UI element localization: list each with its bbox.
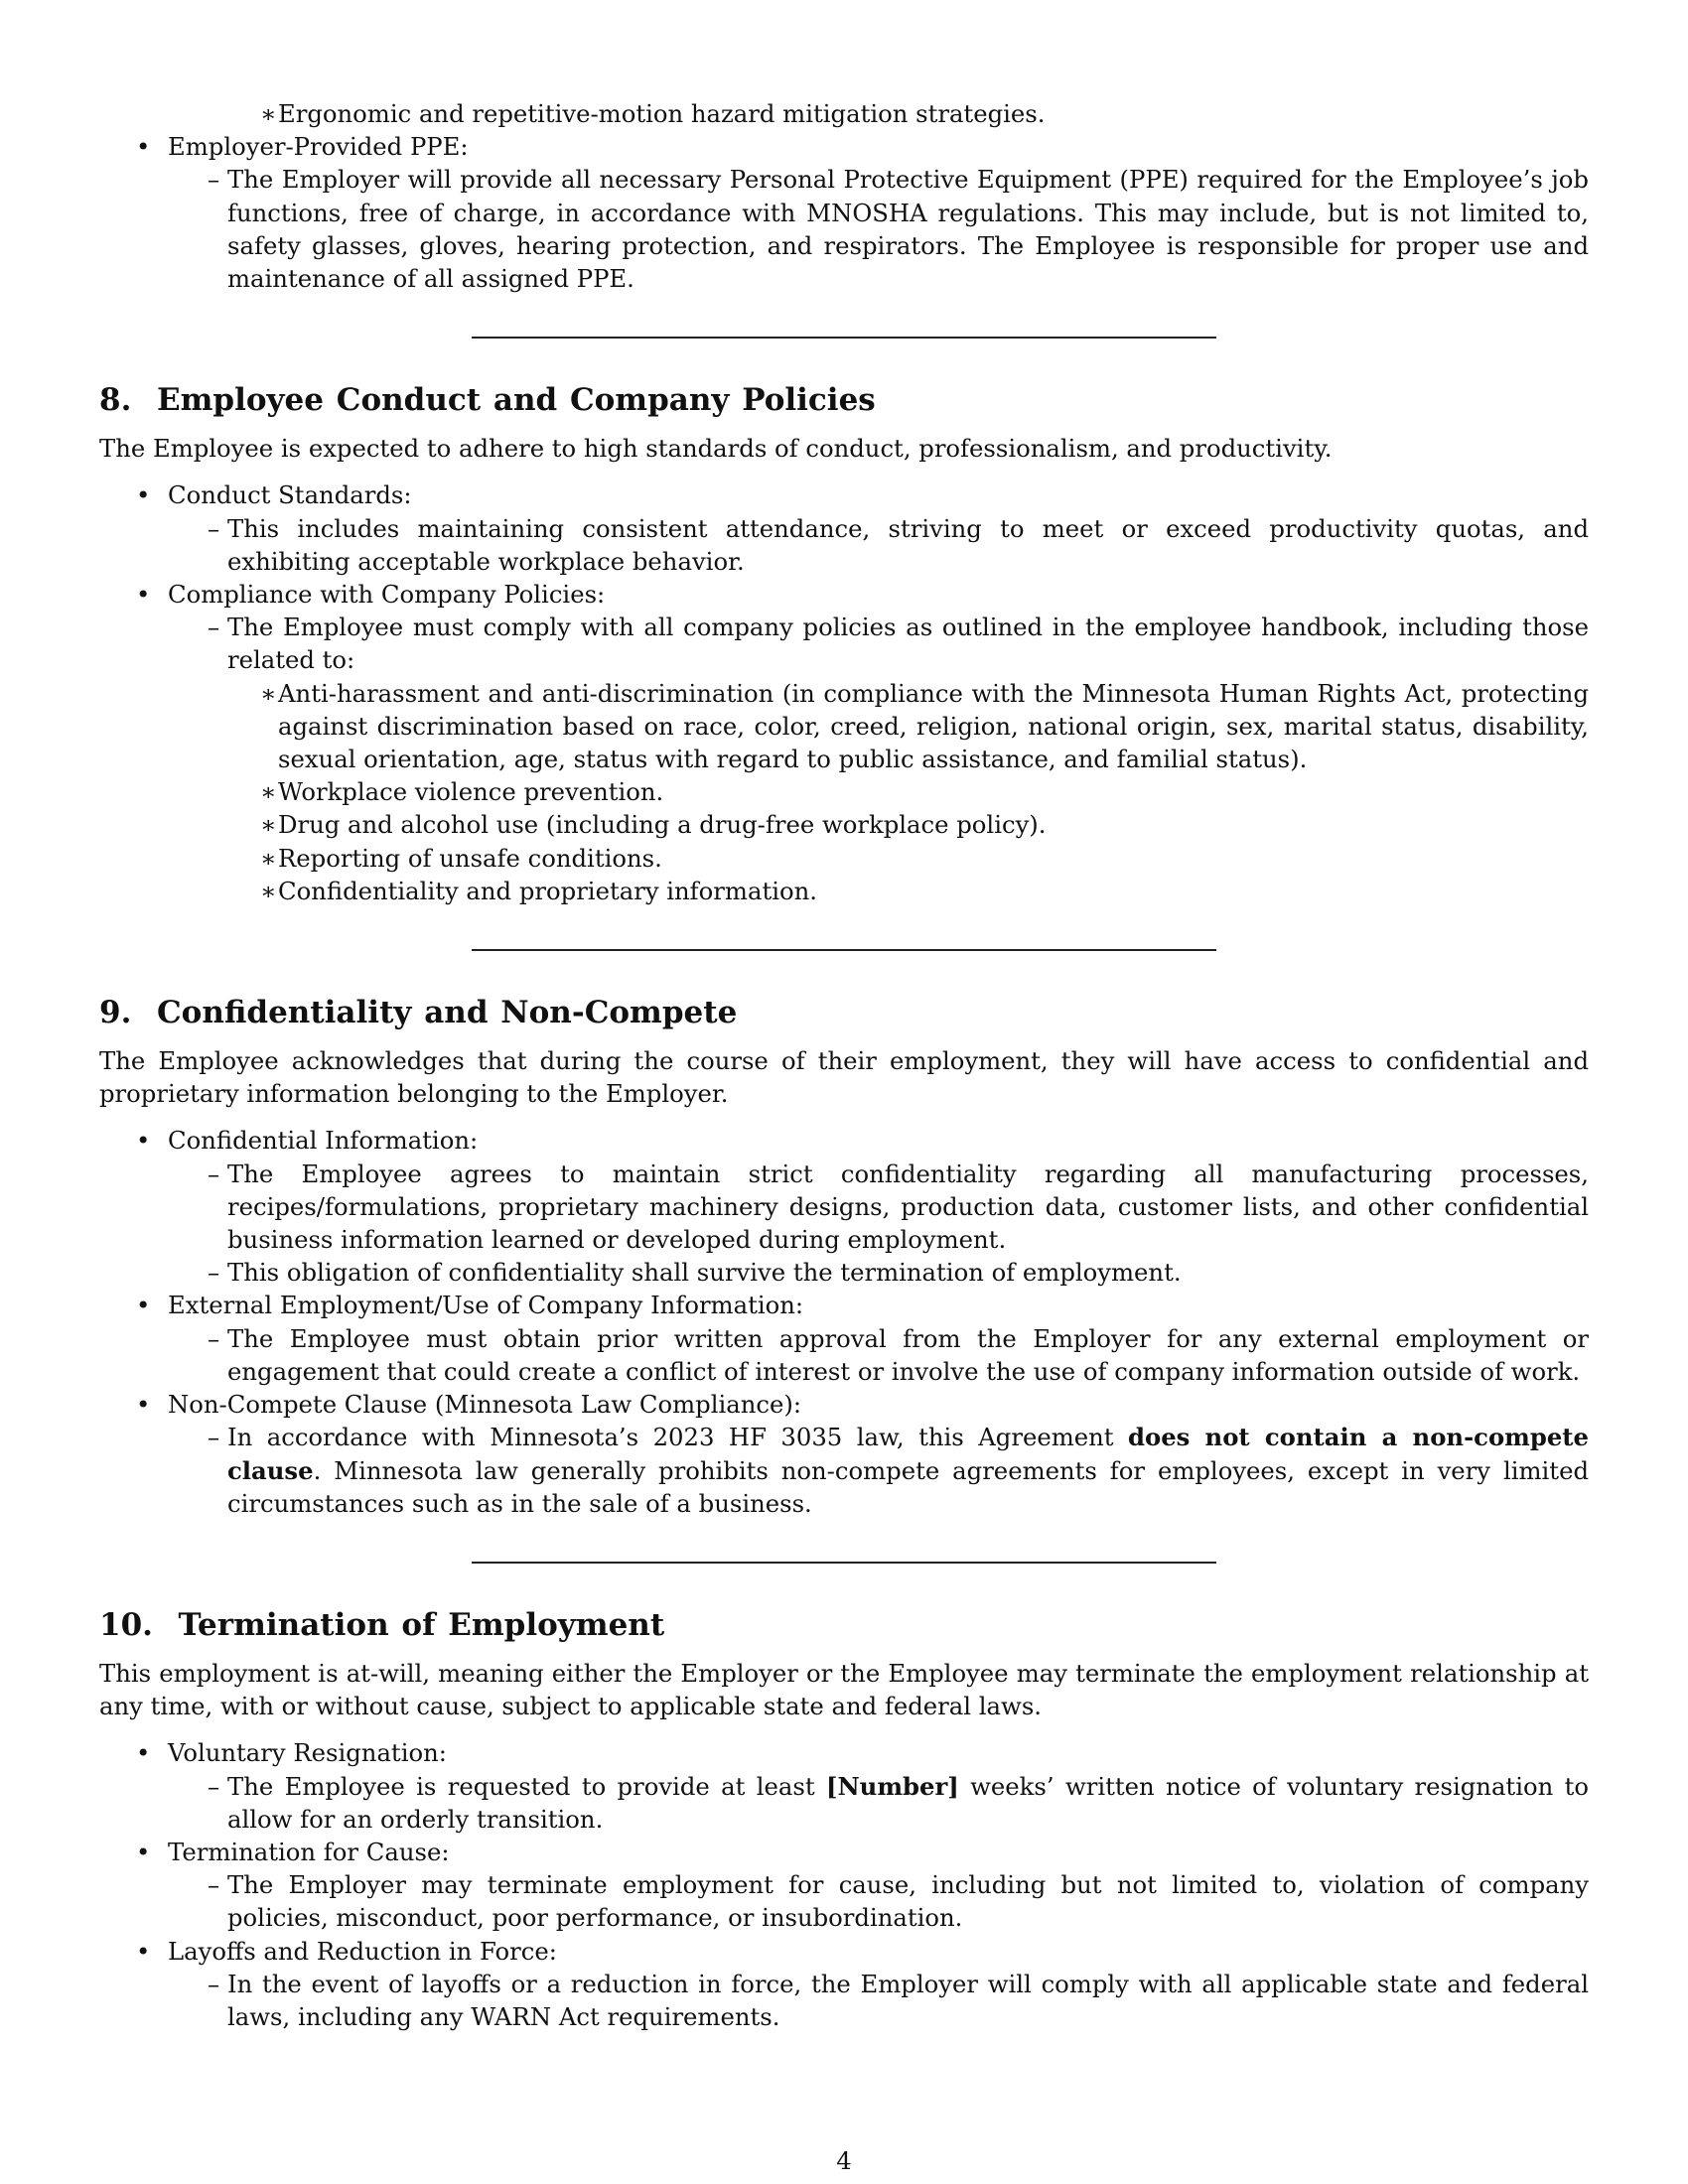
sublist	[168, 1868, 1589, 1934]
list-item	[99, 1124, 1589, 1289]
bullet-marker: •	[136, 1291, 151, 1320]
list-item	[99, 130, 1589, 295]
list-item	[99, 478, 1589, 578]
sublist	[168, 1322, 1589, 1388]
policy-item: ∗ Confidentiality and proprietary information.	[227, 875, 1589, 907]
dash-marker: –	[208, 513, 220, 543]
policy-item: ∗ Drug and alcohol use (including a drug-free workplace policy).	[227, 808, 1589, 841]
star-marker: ∗	[260, 99, 277, 128]
list-item	[99, 1289, 1589, 1388]
section-number: 10.	[99, 1606, 153, 1643]
list-item: – In the event of layoffs or a reduction in force, the Employer will comply with all applicable state and federal laws, including any WARN Act requirements.	[208, 1969, 1589, 2031]
dash-marker: –	[208, 613, 220, 642]
list-item	[99, 1935, 1589, 2034]
policy-item: ∗ Anti-harassment and anti-discrimination (in compliance with the Minnesota Human Rights Act, protecting against discrimination based on race, color, creed, religion, national origin, sex, marital status, disability, sexual orientation, age, status with regard to public assistance, and familial status).	[260, 678, 1589, 774]
section-number: 9.	[99, 995, 132, 1031]
compliance-text: The Employee must comply with all company policies as outlined in the employee handbook, including those related to:	[227, 613, 1589, 675]
conduct-text: This includes maintaining consistent attendance, striving to meet or exceed productivity quotas, and exhibiting acceptable workplace behavior.	[227, 513, 1589, 576]
list-item: – The Employer may terminate employment for cause, including but not limited to, violation of company policies, misconduct, poor performance, or insubordination.	[208, 1870, 1589, 1933]
sublist	[168, 97, 1589, 130]
bullet-marker: •	[136, 1837, 151, 1866]
policy-list	[227, 677, 1589, 907]
list-item: – The Employee must obtain prior written approval from the Employer for any external employment or engagement that could create a conflict of interest or involve the use of company information outside of work.	[208, 1323, 1589, 1386]
section-intro: The Employee is expected to adhere to high standards of conduct, professionalism, and productivity.	[99, 434, 1333, 464]
dash-marker: –	[208, 1323, 220, 1353]
dash-marker: –	[208, 1159, 220, 1188]
bullet-marker: •	[136, 1390, 151, 1420]
star-marker: ∗	[260, 876, 277, 905]
sublist	[168, 1770, 1589, 1836]
list-item	[168, 611, 1589, 907]
star-marker: ∗	[260, 777, 277, 807]
section-heading-8	[99, 380, 1589, 420]
cause-label: Termination for Cause:	[168, 1837, 450, 1866]
noncompete-label: Non-Compete Clause (Minnesota Law Compliance):	[168, 1390, 802, 1420]
list-item	[168, 97, 1589, 130]
bullet-marker: •	[136, 1738, 151, 1768]
ppe-list	[99, 130, 1589, 295]
page-number: 4	[836, 2146, 852, 2175]
list-item	[99, 578, 1589, 907]
section-heading-10	[99, 1605, 1589, 1645]
layoffs-label: Layoffs and Reduction in Force:	[168, 1936, 557, 1966]
sub-sublist	[227, 97, 1589, 130]
conduct-label: Conduct Standards:	[168, 480, 412, 510]
bullet-marker: •	[136, 580, 151, 610]
confidential-label: Confidential Information:	[168, 1126, 479, 1156]
list-item: – The Employee is requested to provide at least [Number] weeks’ written notice of voluntary resignation to allow for an orderly transition.	[208, 1771, 1589, 1834]
policy-item: ∗ Workplace violence prevention.	[227, 775, 1589, 808]
section-divider	[472, 337, 1216, 339]
list-item: – This obligation of confidentiality shall survive the termination of employment.	[168, 1256, 1589, 1289]
bullet-marker: •	[136, 480, 151, 510]
policy-item: ∗ Reporting of unsafe conditions.	[227, 842, 1589, 875]
ppe-label: Employer-Provided PPE:	[168, 132, 469, 162]
compliance-label: Compliance with Company Policies:	[168, 580, 606, 610]
sublist	[168, 163, 1589, 295]
section9-list	[99, 1124, 1589, 1519]
section10-list	[99, 1736, 1589, 2033]
section-intro: This employment is at-will, meaning either the Employer or the Employee may terminate the employment relationship at any time, with or without cause, subject to applicable state and federal laws.	[99, 1658, 1589, 1721]
ergonomic-item: Ergonomic and repetitive-motion hazard mitigation strategies.	[278, 99, 1046, 128]
carryover-list	[99, 97, 1589, 130]
section-divider	[472, 949, 1216, 951]
list-item	[99, 97, 1589, 130]
sublist	[168, 512, 1589, 578]
dash-marker: –	[208, 1258, 220, 1288]
list-item	[99, 1736, 1589, 1836]
bullet-marker: •	[136, 132, 151, 162]
list-item: – The Employee agrees to maintain strict confidentiality regarding all manufacturing processes, recipes/formulations, proprietary machinery designs, production data, customer lists, and other confidential business information learned or developed during employment.	[208, 1159, 1589, 1255]
section-divider	[472, 1562, 1216, 1564]
noncompete-emphasis: does not contain a non-compete clause	[227, 1423, 1589, 1485]
bullet-marker: •	[136, 1126, 151, 1156]
sublist	[168, 1158, 1589, 1290]
list-item	[99, 1388, 1589, 1520]
number-placeholder: [Number]	[825, 1771, 959, 1801]
section-intro: The Employee acknowledges that during the course of their employment, they will have access to confidential and proprietary information belonging to the Employer.	[99, 1046, 1589, 1109]
list-item	[168, 512, 1589, 578]
bullet-marker: •	[136, 1936, 151, 1966]
list-item	[99, 1836, 1589, 1935]
star-marker: ∗	[260, 678, 277, 708]
dash-marker: –	[208, 1771, 220, 1801]
list-item	[227, 97, 1589, 130]
resignation-label: Voluntary Resignation:	[168, 1738, 447, 1768]
sublist	[168, 611, 1589, 907]
section-number: 8.	[99, 382, 132, 419]
section-title: Termination of Employment	[178, 1606, 665, 1643]
document-page	[99, 97, 1589, 2033]
list-item: – In accordance with Minnesota’s 2023 HF 3035 law, this Agreement does not contain a non-compete clause. Minnesota law generally prohibits non-compete agreements for employees, except in very limited circumstances such as in the sale of a business.	[208, 1423, 1589, 1518]
sublist	[168, 1968, 1589, 2033]
sublist	[168, 1421, 1589, 1520]
star-marker: ∗	[260, 810, 277, 840]
dash-marker: –	[208, 165, 220, 195]
external-label: External Employment/Use of Company Information:	[168, 1291, 804, 1320]
section8-list	[99, 478, 1589, 907]
star-marker: ∗	[260, 843, 277, 873]
section-title: Confidentiality and Non-Compete	[156, 995, 738, 1031]
dash-marker: –	[208, 1870, 220, 1900]
ppe-text: The Employer will provide all necessary Personal Protective Equipment (PPE) required for the Employee’s job functions, free of charge, in accordance with MNOSHA regulations. This may include, but is not limited to, safety glasses, gloves, hearing protection, and respirators. The Employee is responsible for proper use and maintenance of all assigned PPE.	[227, 165, 1589, 294]
section-title: Employee Conduct and Company Policies	[156, 382, 876, 419]
dash-marker: –	[208, 1969, 220, 1998]
list-item	[168, 163, 1589, 295]
dash-marker: –	[208, 1423, 220, 1452]
section-heading-9	[99, 993, 1589, 1032]
